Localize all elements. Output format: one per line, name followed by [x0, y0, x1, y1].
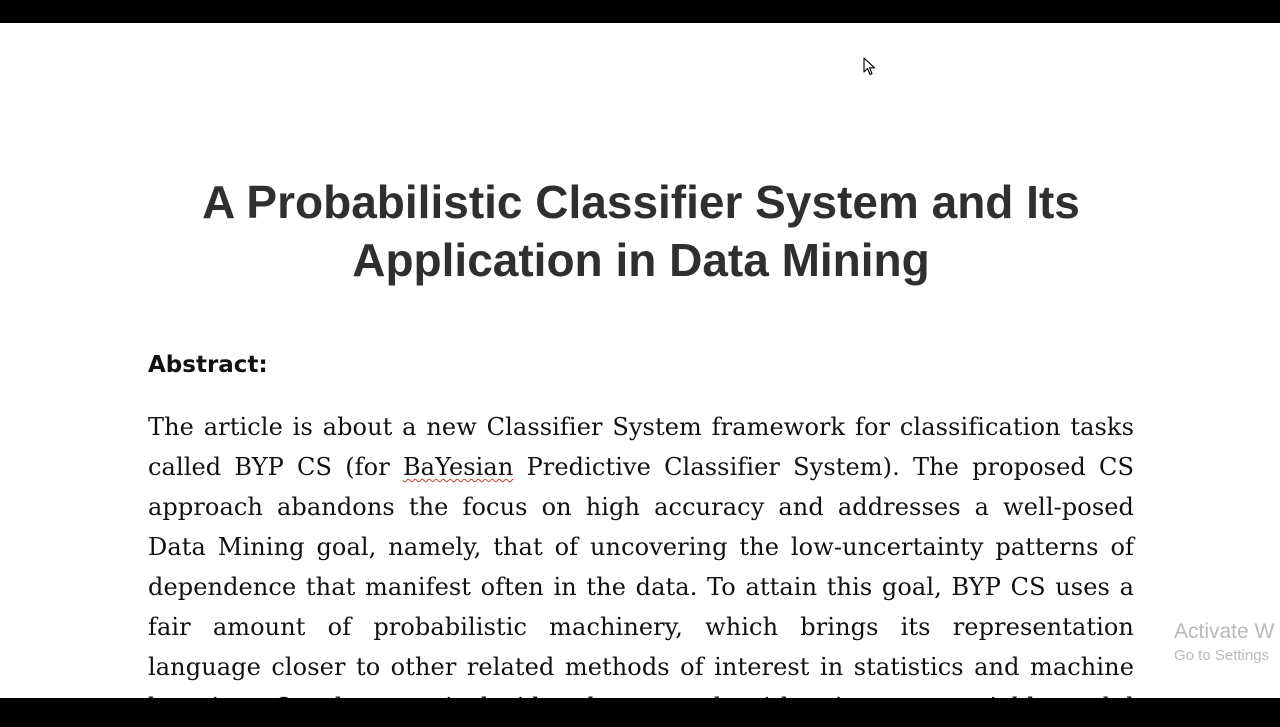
- watermark-subtitle: Go to Settings: [1174, 647, 1270, 664]
- abstract-line-3: approach abandons the focus on high accuracy and addresses a well-posed: [148, 493, 1134, 521]
- title-line-1: A Probabilistic Classifier System and Its: [202, 176, 1080, 228]
- title-line-2: Application in Data Mining: [352, 234, 930, 286]
- arrow-pointer-icon: [863, 57, 877, 77]
- bottom-frame-bar: [0, 698, 1280, 720]
- watermark-title: Activate W: [1174, 620, 1275, 643]
- document-title: [128, 173, 1154, 289]
- misspelled-word[interactable]: BaYesian: [402, 453, 514, 481]
- abstract-line-7: language closer to other related methods of interest in statistics and machine: [148, 653, 1134, 681]
- abstract-line-5: dependence that manifest often in the data. To attain this goal, BYP CS uses a: [148, 573, 1134, 601]
- document-viewport[interactable]: [0, 23, 1280, 698]
- abstract-body: [148, 407, 1134, 727]
- abstract-line-6: fair amount of probabilistic machinery, which brings its representation: [148, 613, 1134, 641]
- abstract-line-2-start: called BYP CS (for: [148, 453, 390, 481]
- abstract-heading: Abstract:: [148, 352, 268, 378]
- activation-watermark: [1174, 618, 1274, 666]
- abstract-line-2: [148, 447, 1134, 487]
- abstract-line-2-end: Predictive Classifier System). The proposed CS: [526, 453, 1135, 481]
- abstract-line-1: The article is about a new Classifier System framework for classification tasks: [148, 413, 1134, 441]
- abstract-line-4: Data Mining goal, namely, that of uncovering the low-uncertainty patterns of: [148, 533, 1134, 561]
